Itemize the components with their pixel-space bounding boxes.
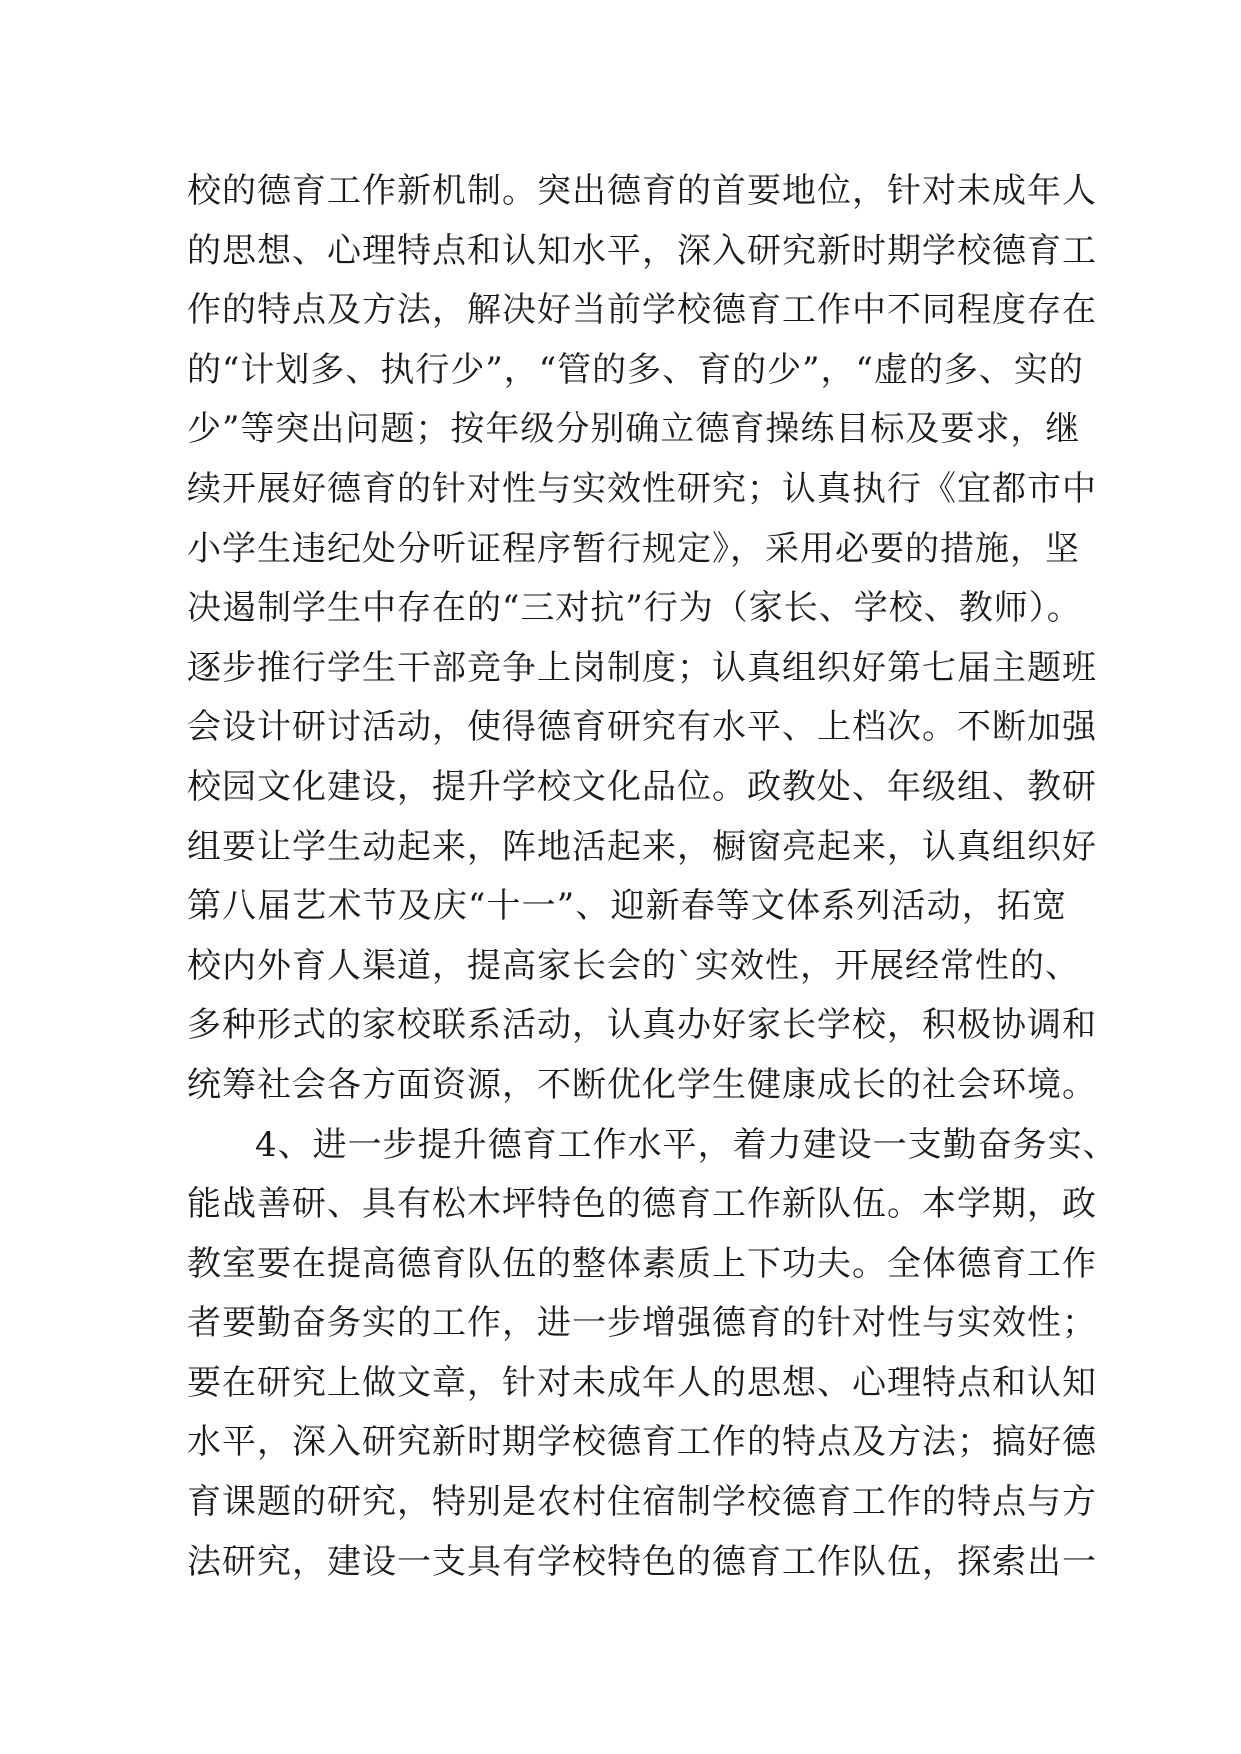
text-line: 会设计研讨活动，使得德育研究有水平、上档次。不断加强 <box>187 707 1097 748</box>
text-line: 续开展好德育的针对性与实效性研究；认真执行《宜都市中 <box>187 468 1097 509</box>
text-line: 少”等突出问题；按年级分别确立德育操练目标及要求，继 <box>187 409 1081 450</box>
text-line: 教室要在提高德育队伍的整体素质上下功夫。全体德育工作 <box>187 1243 1097 1284</box>
text-line: 水平，深入研究新时期学校德育工作的特点及方法；搞好德 <box>187 1422 1097 1463</box>
text-line: 小学生违纪处分听证程序暂行规定》，采用必要的措施，坚 <box>187 528 1080 569</box>
text-line: 能战善研、具有松木坪特色的德育工作新队伍。本学期，政 <box>187 1184 1097 1225</box>
text-line: 校的德育工作新机制。突出德育的首要地位，针对未成年人 <box>187 171 1097 211</box>
text-line: 校内外育人渠道，提高家长会的`实效性，开展经常性的、 <box>187 945 1080 986</box>
text-line: 育课题的研究，特别是农村住宿制学校德育工作的特点与方 <box>187 1482 1097 1523</box>
text-line: 第八届艺术节及庆“十一”、迎新春等文体系列活动，拓宽 <box>187 886 1067 927</box>
text-line: 逐步推行学生干部竞争上岗制度；认真组织好第七届主题班 <box>187 647 1097 688</box>
body-text <box>187 162 1118 1592</box>
text-line: 法研究，建设一支具有学校特色的德育工作队伍，探索出一 <box>187 1541 1097 1582</box>
text-line: 组要让学生动起来，阵地活起来，橱窗亮起来，认真组织好 <box>187 826 1097 867</box>
text-line: 的思想、心理特点和认知水平，深入研究新时期学校德育工 <box>187 230 1097 271</box>
text-line: 多种形式的家校联系活动，认真办好家长学校，积极协调和 <box>187 1005 1097 1046</box>
paragraph-start-line: 4、进一步提升德育工作水平，着力建设一支勤奋务实、 <box>255 1124 1118 1165</box>
text-line: 者要勤奋务实的工作，进一步增强德育的针对性与实效性； <box>187 1303 1097 1344</box>
text-line: 统筹社会各方面资源，不断优化学生健康成长的社会环境。 <box>187 1064 1097 1105</box>
text-line: 校园文化建设，提升学校文化品位。政教处、年级组、教研 <box>187 766 1097 807</box>
text-line: 作的特点及方法，解决好当前学校德育工作中不同程度存在 <box>187 290 1097 331</box>
text-line: 要在研究上做文章，针对未成年人的思想、心理特点和认知 <box>187 1362 1097 1403</box>
text-line: 决遏制学生中存在的“三对抗”行为（家长、学校、教师）。 <box>187 588 1082 629</box>
text-line: 的“计划多、执行少”，“管的多、育的少”，“虚的多、实的 <box>187 349 1084 390</box>
